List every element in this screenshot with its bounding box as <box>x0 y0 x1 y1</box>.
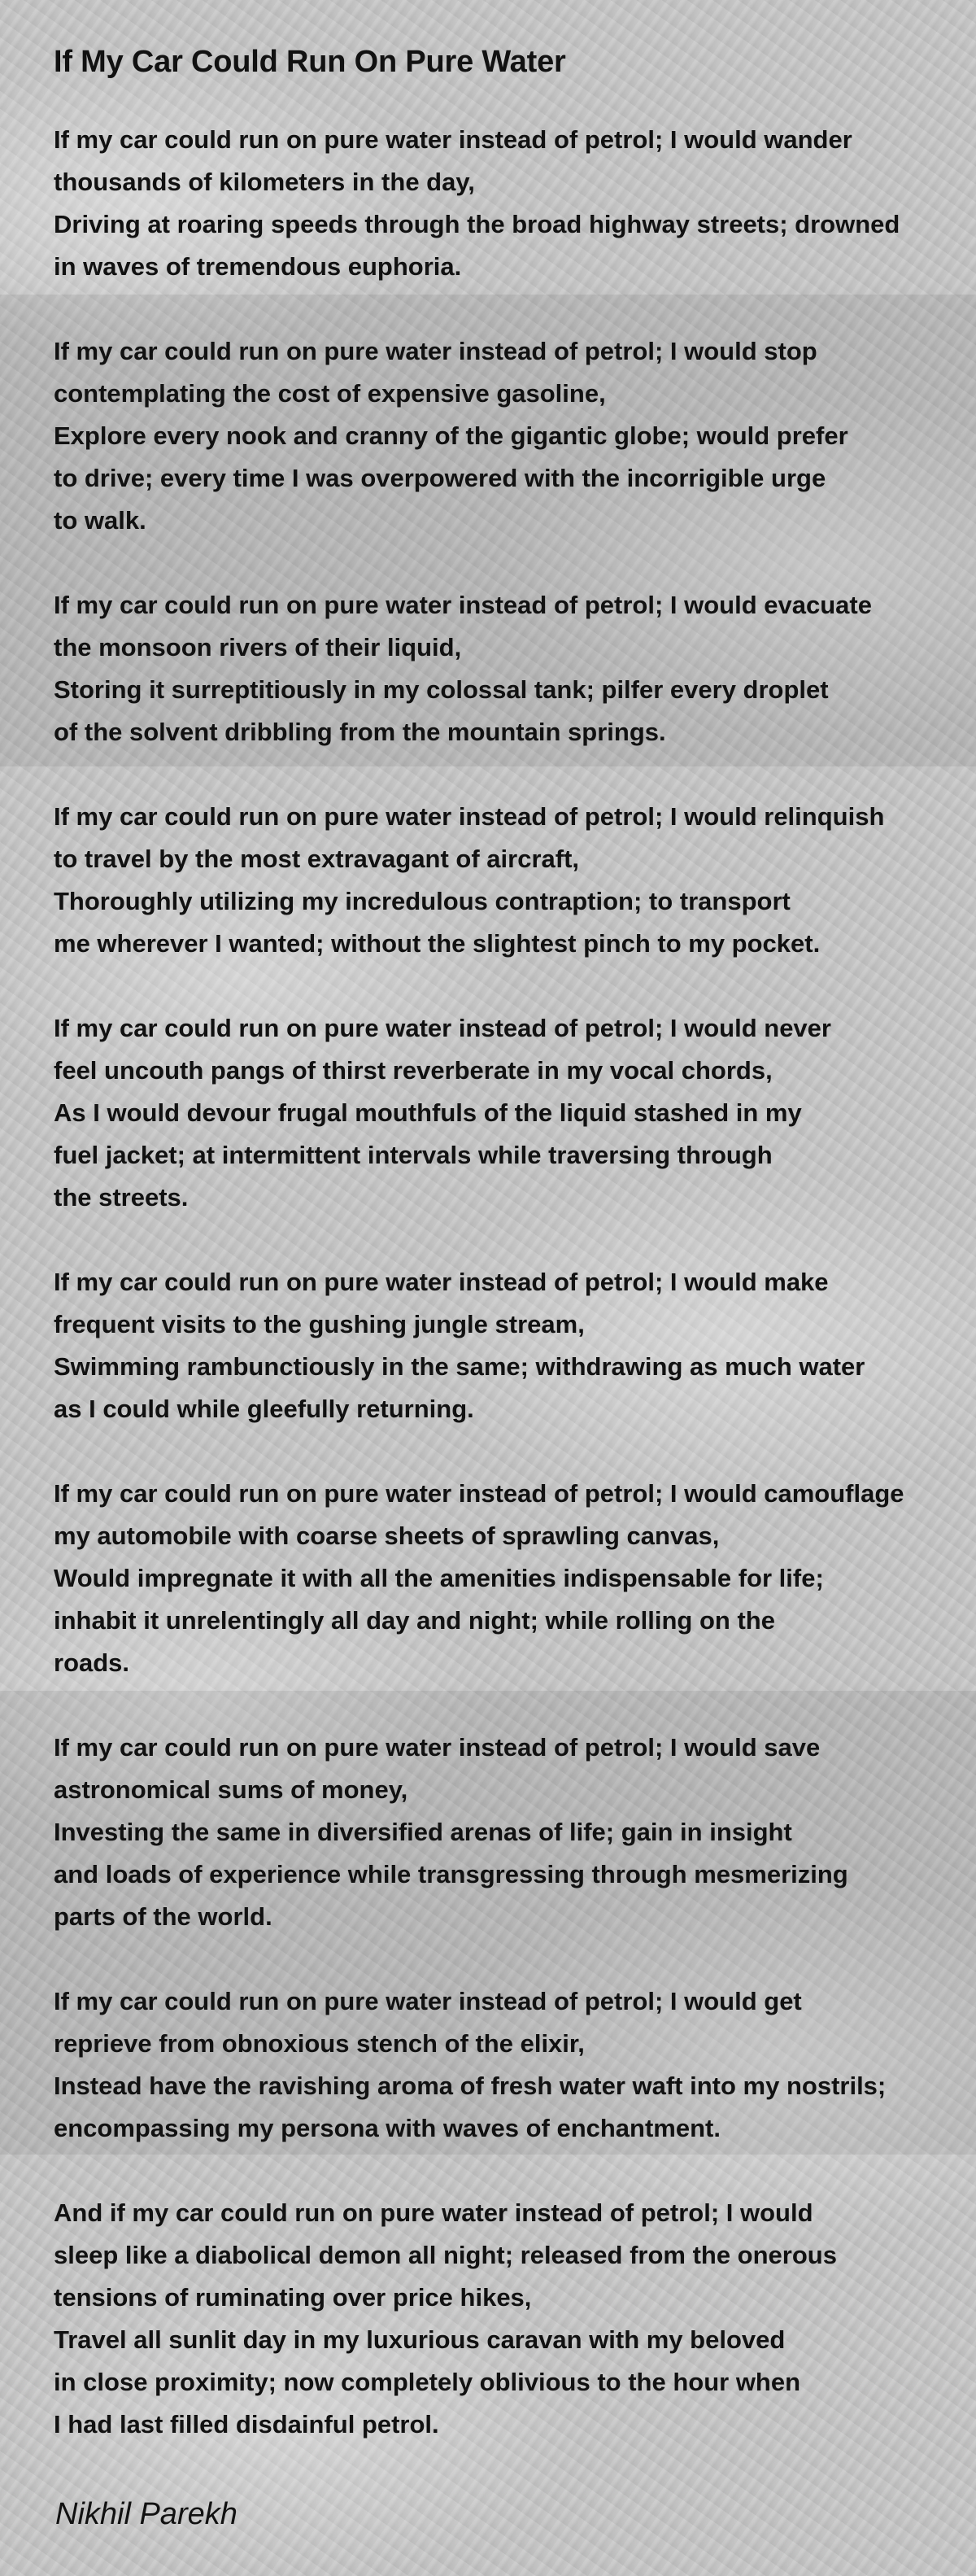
poem-author: Nikhil Parekh <box>55 2497 237 2531</box>
stanza-7 <box>54 1473 956 1684</box>
poem-line: Driving at roaring speeds through the broad highway streets; drowned <box>54 210 900 238</box>
poem-line: parts of the world. <box>54 1902 272 1931</box>
poem-line: to drive; every time I was overpowered with the incorrigible urge <box>54 464 826 492</box>
poem-line: the monsoon rivers of their liquid, <box>54 633 462 661</box>
poem-line: Storing it surreptitiously in my colossal tank; pilfer every droplet <box>54 675 829 704</box>
poem-line: in close proximity; now completely oblivious to the hour when <box>54 2368 801 2396</box>
poem-line: inhabit it unrelentingly all day and night; while rolling on the <box>54 1606 775 1635</box>
poem-line: If my car could run on pure water instead of petrol; I would evacuate <box>54 591 872 619</box>
poem-line: As I would devour frugal mouthfuls of the liquid stashed in my <box>54 1098 802 1127</box>
poem-line: If my car could run on pure water instead of petrol; I would relinquish <box>54 802 885 831</box>
poem-line: fuel jacket; at intermittent intervals while traversing through <box>54 1141 773 1169</box>
poem-line: roads. <box>54 1648 130 1677</box>
poem-line: If my car could run on pure water instead of petrol; I would camouflage <box>54 1479 904 1508</box>
poem-line: contemplating the cost of expensive gasoline, <box>54 379 606 408</box>
poem-line: and loads of experience while transgressing through mesmerizing <box>54 1860 848 1888</box>
stanza-3 <box>54 584 956 753</box>
poem-line: in waves of tremendous euphoria. <box>54 252 462 281</box>
poem-line: the streets. <box>54 1183 189 1212</box>
poem-line: thousands of kilometers in the day, <box>54 168 475 196</box>
poem-line: me wherever I wanted; without the slightest pinch to my pocket. <box>54 929 821 958</box>
stanza-9 <box>54 1980 956 2150</box>
poem-line: Investing the same in diversified arenas of life; gain in insight <box>54 1818 792 1846</box>
stanza-10 <box>54 2192 956 2446</box>
poem-line: my automobile with coarse sheets of sprawling canvas, <box>54 1522 720 1550</box>
poem-line: encompassing my persona with waves of enchantment. <box>54 2114 721 2142</box>
poem-line: reprieve from obnoxious stench of the elixir, <box>54 2029 585 2058</box>
poem-line: astronomical sums of money, <box>54 1775 408 1804</box>
stanza-4 <box>54 796 956 965</box>
poem-line: I had last filled disdainful petrol. <box>54 2410 439 2438</box>
poem-line: If my car could run on pure water instead of petrol; I would wander <box>54 125 852 154</box>
stanza-6 <box>54 1261 956 1430</box>
stanza-8 <box>54 1727 956 1938</box>
poem-line: frequent visits to the gushing jungle stream, <box>54 1310 585 1338</box>
poem-line: to walk. <box>54 506 146 535</box>
poem-line: tensions of ruminating over price hikes, <box>54 2283 532 2312</box>
poem-title: If My Car Could Run On Pure Water <box>54 45 566 79</box>
poem-body <box>54 119 956 2488</box>
poem-line: Swimming rambunctiously in the same; withdrawing as much water <box>54 1352 865 1381</box>
poem-line: Instead have the ravishing aroma of fresh water waft into my nostrils; <box>54 2072 887 2100</box>
poem-line: feel uncouth pangs of thirst reverberate in my vocal chords, <box>54 1056 773 1085</box>
poem-line: Would impregnate it with all the amenities indispensable for life; <box>54 1564 824 1592</box>
poem-line: as I could while gleefully returning. <box>54 1395 474 1423</box>
poem-line: And if my car could run on pure water instead of petrol; I would <box>54 2198 813 2227</box>
poem-line: Thoroughly utilizing my incredulous contraption; to transport <box>54 887 791 915</box>
stanza-5 <box>54 1007 956 1219</box>
poem-line: Travel all sunlit day in my luxurious caravan with my beloved <box>54 2325 786 2354</box>
poem-line: If my car could run on pure water instead of petrol; I would stop <box>54 337 817 365</box>
poem-line: If my car could run on pure water instead of petrol; I would make <box>54 1268 829 1296</box>
poem-line: Explore every nook and cranny of the gigantic globe; would prefer <box>54 421 848 450</box>
poem-line: If my car could run on pure water instead of petrol; I would save <box>54 1733 821 1762</box>
poem-line: sleep like a diabolical demon all night; released from the onerous <box>54 2241 837 2269</box>
poem-line: If my car could run on pure water instead of petrol; I would never <box>54 1014 831 1042</box>
poem-line: If my car could run on pure water instead of petrol; I would get <box>54 1987 802 2015</box>
poem-line: to travel by the most extravagant of aircraft, <box>54 845 580 873</box>
stanza-1 <box>54 119 956 288</box>
stanza-2 <box>54 330 956 542</box>
poem-line: of the solvent dribbling from the mountain springs. <box>54 718 666 746</box>
